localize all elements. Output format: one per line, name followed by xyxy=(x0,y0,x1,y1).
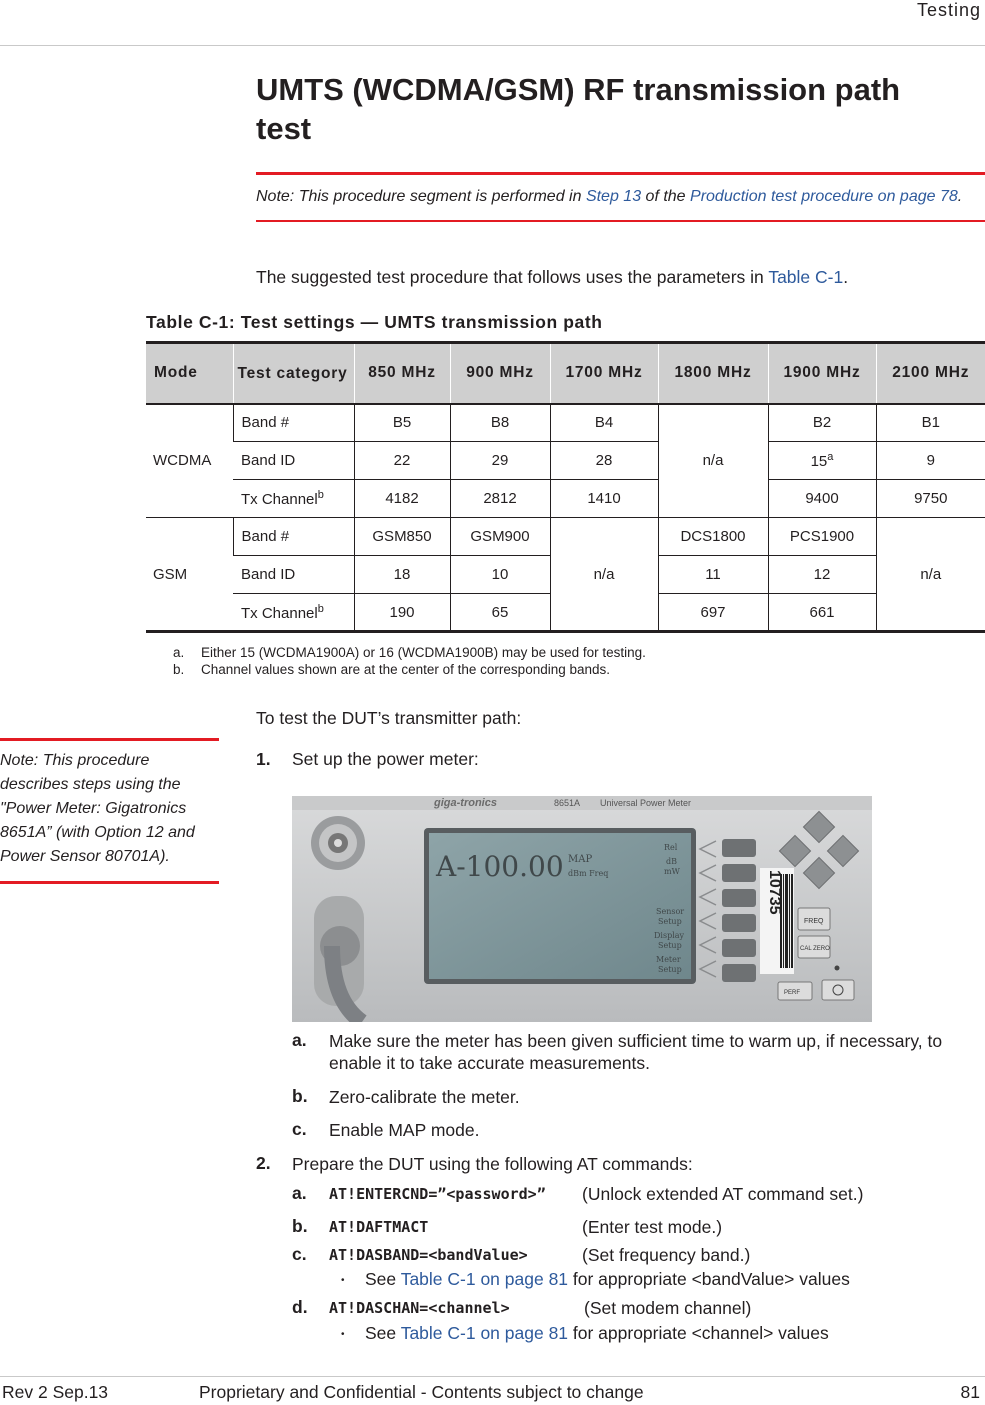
table-header-row xyxy=(146,343,985,404)
step-1b-text: Zero-calibrate the meter. xyxy=(329,1087,520,1107)
running-header: Testing xyxy=(916,0,981,20)
cal-zero-label: CAL ZERO xyxy=(800,946,830,952)
table-cell xyxy=(768,442,876,480)
step-1a-text: Make sure the meter has been given sufficient time to warm up, if necessary, to enable it to take accurate measurements. xyxy=(329,1031,943,1073)
table-cell: 661 xyxy=(768,594,876,632)
meter-model-name: Universal Power Meter xyxy=(600,798,692,808)
lcd-map-label: MAP xyxy=(568,854,593,865)
bullet-icon: • xyxy=(341,1329,345,1340)
bullet-line xyxy=(365,1268,850,1290)
bullet-icon: • xyxy=(341,1275,345,1286)
lcd-menu: Setup xyxy=(658,917,682,926)
table-row xyxy=(146,442,985,480)
table-c1-link[interactable]: Table C-1 xyxy=(768,267,844,287)
table-cell: 18 xyxy=(354,556,450,594)
step-number: 1. xyxy=(256,749,271,769)
lcd-menu: mW xyxy=(664,867,680,876)
at-command: AT!DASCHAN=<channel> xyxy=(329,1299,510,1317)
table-cell: 1410 xyxy=(550,480,658,518)
mode-cell: GSM xyxy=(146,518,233,632)
table-cell: B1 xyxy=(876,404,985,442)
bullet-pre: See xyxy=(365,1269,401,1289)
barcode-number: 10735 xyxy=(766,870,783,915)
table-cell xyxy=(233,480,354,518)
col-header: 850 MHz xyxy=(354,343,450,404)
command-desc: (Unlock extended AT command set.) xyxy=(582,1184,864,1204)
footer-notice: Proprietary and Confidential - Contents subject to change xyxy=(199,1382,644,1402)
meter-model: 8651A xyxy=(554,798,581,808)
footnote-ref: b xyxy=(317,489,324,501)
footnote-a xyxy=(173,644,646,661)
table-cell: 697 xyxy=(658,594,768,632)
table-cell: 9750 xyxy=(876,480,985,518)
table-c1-page-link[interactable]: Table C-1 on page 81 xyxy=(400,1323,569,1343)
footnote-key: b. xyxy=(173,662,185,677)
at-command: AT!DAFTMACT xyxy=(329,1218,429,1236)
lcd-readout: A-100.00 xyxy=(436,850,564,883)
footnote-ref: b xyxy=(317,602,324,615)
table-cell: 2812 xyxy=(450,480,550,518)
power-meter-photo xyxy=(292,796,872,1022)
footnote-b xyxy=(173,661,610,678)
page-number: 81 xyxy=(960,1382,980,1402)
step-1-text: Set up the power meter: xyxy=(292,749,479,769)
note-suffix: . xyxy=(957,188,963,205)
table-caption: Table C-1: Test settings — UMTS transmission path xyxy=(146,312,603,332)
intro-suffix: . xyxy=(843,267,849,287)
footnote-text: Channel values shown are at the center of the corresponding bands. xyxy=(201,662,611,677)
lcd-menu: Sensor xyxy=(656,907,685,916)
table-cell: 29 xyxy=(450,442,550,480)
sub-letter: b. xyxy=(292,1086,308,1106)
table-cell: Band ID xyxy=(233,442,354,480)
table-cell: Band # xyxy=(233,404,354,442)
step-2-text: Prepare the DUT using the following AT commands: xyxy=(292,1154,693,1174)
table-row xyxy=(146,404,985,442)
table-row xyxy=(146,518,985,556)
sub-letter: c. xyxy=(292,1119,307,1139)
perf-button-label: PERF xyxy=(784,990,801,996)
table-cell: 9400 xyxy=(768,480,876,518)
note-prefix: Note: This procedure segment is performed in xyxy=(256,188,586,205)
footer-revision: Rev 2 Sep.13 xyxy=(2,1382,109,1402)
footnote-text: Either 15 (WCDMA1900A) or 16 (WCDMA1900B) may be used for testing. xyxy=(201,645,646,660)
command-desc: (Set modem channel) xyxy=(584,1298,752,1318)
intro-text: The suggested test procedure that follows uses the parameters in xyxy=(256,267,769,287)
table-cell: GSM850 xyxy=(354,518,450,556)
table-cell: n/a xyxy=(550,518,658,632)
col-header: Mode xyxy=(146,343,233,404)
command-desc: (Enter test mode.) xyxy=(582,1217,723,1237)
table-cell: 22 xyxy=(354,442,450,480)
col-header: 2100 MHz xyxy=(876,343,985,404)
table-c1-page-link[interactable]: Table C-1 on page 81 xyxy=(400,1269,569,1289)
power-button xyxy=(822,980,854,1000)
table-cell: B8 xyxy=(450,404,550,442)
test-intro: To test the DUT’s transmitter path: xyxy=(256,708,522,728)
table-cell: B5 xyxy=(354,404,450,442)
cell-value: 15 xyxy=(810,453,828,470)
table-cell: Band ID xyxy=(233,556,354,594)
table-cell: 65 xyxy=(450,594,550,632)
sub-letter: c. xyxy=(292,1244,307,1264)
table-cell: n/a xyxy=(876,518,985,632)
lcd-menu: dB xyxy=(666,857,677,866)
table-cell: 12 xyxy=(768,556,876,594)
table-cell: 4182 xyxy=(354,480,450,518)
meter-brand: giga-tronics xyxy=(434,797,497,809)
at-command: AT!DASBAND=<bandValue> xyxy=(329,1246,528,1264)
lcd-menu: Meter xyxy=(656,955,681,964)
test-settings-table xyxy=(146,341,985,633)
sub-letter: a. xyxy=(292,1183,307,1203)
header-rule xyxy=(0,45,985,46)
page-title: UMTS (WCDMA/GSM) RF transmission path test xyxy=(256,72,901,146)
note-middle: of the xyxy=(641,188,691,205)
table-row xyxy=(146,480,985,518)
sub-letter: b. xyxy=(292,1216,308,1236)
intro-paragraph xyxy=(256,266,848,288)
table-cell: B2 xyxy=(768,404,876,442)
col-header: 1800 MHz xyxy=(658,343,768,404)
table-cell xyxy=(233,594,354,632)
sub-letter: d. xyxy=(292,1297,308,1317)
lcd-menu: Setup xyxy=(658,941,682,950)
side-note: Note: This procedure describes steps using the "Power Meter: Gigatronics 8651A” (with Option 12 and Power Sensor 80701A). xyxy=(0,738,219,884)
col-header: 1900 MHz xyxy=(768,343,876,404)
table-cell: 28 xyxy=(550,442,658,480)
bullet-post: for appropriate <channel> values xyxy=(568,1323,829,1343)
sub-letter: a. xyxy=(292,1030,307,1050)
col-header: 900 MHz xyxy=(450,343,550,404)
table-cell: PCS1900 xyxy=(768,518,876,556)
table-cell: n/a xyxy=(658,404,768,518)
table-cell: DCS1800 xyxy=(658,518,768,556)
table-cell: GSM900 xyxy=(450,518,550,556)
lcd-menu: Display xyxy=(654,931,685,940)
table-cell: Band # xyxy=(233,518,354,556)
bullet-pre: See xyxy=(365,1323,401,1343)
table-cell: B4 xyxy=(550,404,658,442)
footer-rule xyxy=(0,1376,985,1377)
step-1 xyxy=(256,748,271,770)
table-cell: 10 xyxy=(450,556,550,594)
footnote-key: a. xyxy=(173,645,185,660)
lcd-freq-label: dBm Freq xyxy=(568,869,609,878)
bullet-post: for appropriate <bandValue> values xyxy=(568,1269,850,1289)
lcd-menu: Setup xyxy=(658,965,682,974)
lcd-menu: Rel xyxy=(664,843,678,852)
production-test-link[interactable]: Production test procedure on page 78 xyxy=(690,188,958,205)
note-top xyxy=(256,172,985,222)
col-header: 1700 MHz xyxy=(550,343,658,404)
footnote-ref: a xyxy=(827,451,834,463)
mode-cell: WCDMA xyxy=(146,404,233,518)
command-desc: (Set frequency band.) xyxy=(582,1245,751,1265)
bullet-line xyxy=(365,1322,829,1344)
cell-label: Tx Channel xyxy=(241,604,318,622)
step-number: 2. xyxy=(256,1153,271,1173)
col-header: Test category xyxy=(233,343,354,404)
table-cell: 11 xyxy=(658,556,768,594)
table-cell: 9 xyxy=(876,442,985,480)
table-cell: 190 xyxy=(354,594,450,632)
step-13-link[interactable]: Step 13 xyxy=(585,188,642,205)
at-command: AT!ENTERCND=”<password>” xyxy=(329,1185,546,1203)
step-1c-text: Enable MAP mode. xyxy=(329,1120,480,1140)
freq-button-label: FREQ xyxy=(804,918,824,925)
cell-label: Tx Channel xyxy=(241,491,318,508)
